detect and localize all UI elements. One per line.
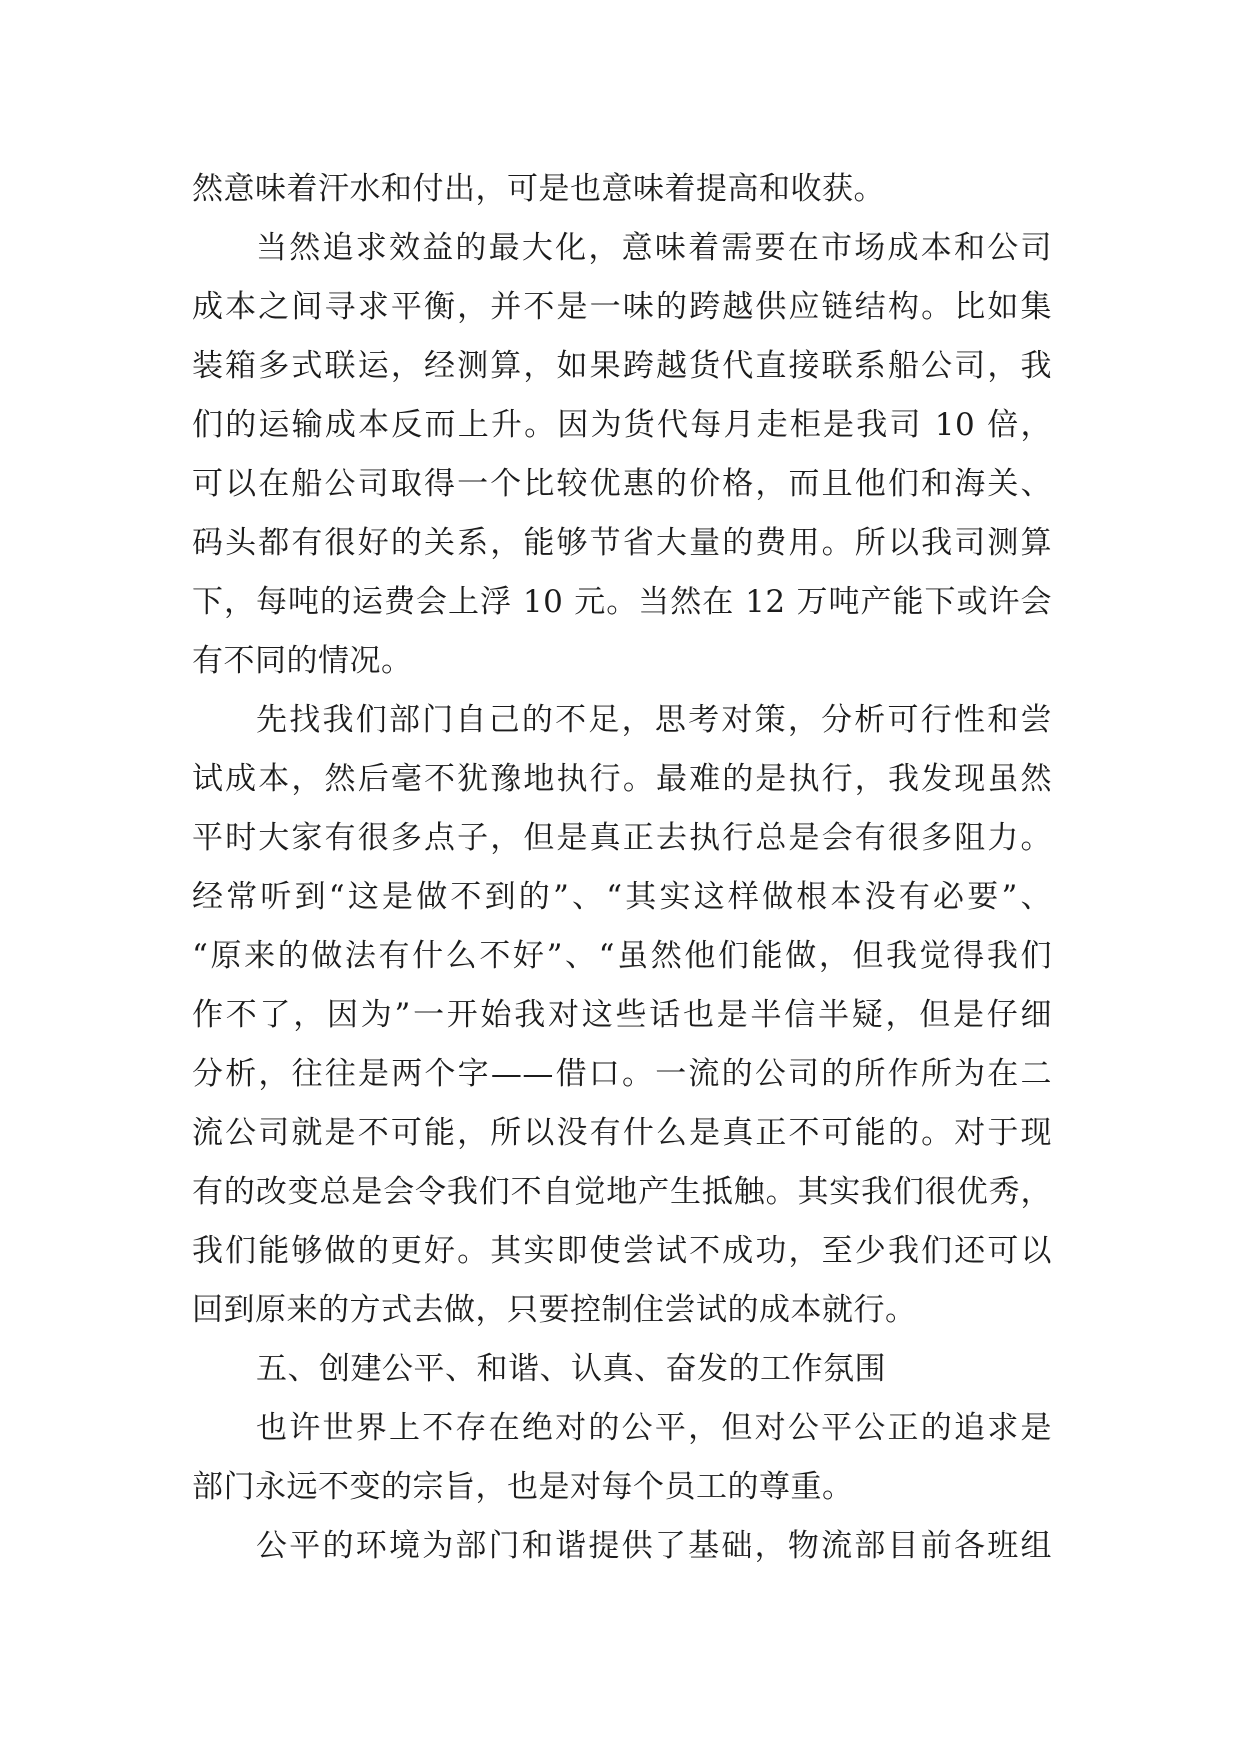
text-line: 们的运输成本反而上升。因为货代每月走柜是我司 10 倍， xyxy=(192,407,1052,443)
text-line: 先找我们部门自己的不足，思考对策，分析可行性和尝 xyxy=(256,702,1052,738)
text-line: 装箱多式联运，经测算，如果跨越货代直接联系船公司，我 xyxy=(192,348,1052,384)
text-line: 然意味着汗水和付出，可是也意味着提高和收获。 xyxy=(192,171,885,207)
text-line: 流公司就是不可能，所以没有什么是真正不可能的。对于现 xyxy=(192,1115,1052,1151)
text-line: 试成本，然后毫不犹豫地执行。最难的是执行，我发现虽然 xyxy=(192,761,1052,797)
text-line: 作不了，因为”一开始我对这些话也是半信半疑，但是仔细 xyxy=(192,997,1052,1033)
text-line: 部门永远不变的宗旨，也是对每个员工的尊重。 xyxy=(192,1469,854,1505)
body-text xyxy=(192,160,1052,1576)
text-line: 公平的环境为部门和谐提供了基础，物流部目前各班组 xyxy=(256,1528,1052,1564)
text-line: “原来的做法有什么不好”、“虽然他们能做，但我觉得我们 xyxy=(192,938,1052,974)
text-line: 分析，往往是两个字——借口。一流的公司的所作所为在二 xyxy=(192,1056,1052,1092)
text-line: 下，每吨的运费会上浮 10 元。当然在 12 万吨产能下或许会 xyxy=(192,584,1052,620)
text-line: 有的改变总是会令我们不自觉地产生抵触。其实我们很优秀， xyxy=(192,1174,1052,1210)
section-heading: 五、创建公平、和谐、认真、奋发的工作氛围 xyxy=(256,1351,886,1387)
text-line: 可以在船公司取得一个比较优惠的价格，而且他们和海关、 xyxy=(192,466,1052,502)
text-line: 也许世界上不存在绝对的公平，但对公平公正的追求是 xyxy=(256,1410,1052,1446)
text-line: 回到原来的方式去做，只要控制住尝试的成本就行。 xyxy=(192,1292,917,1328)
text-line: 当然追求效益的最大化，意味着需要在市场成本和公司 xyxy=(256,230,1052,266)
text-line: 我们能够做的更好。其实即使尝试不成功，至少我们还可以 xyxy=(192,1233,1052,1269)
text-line: 有不同的情况。 xyxy=(192,643,413,679)
text-line: 经常听到“这是做不到的”、“其实这样做根本没有必要”、 xyxy=(192,879,1052,915)
text-line: 平时大家有很多点子，但是真正去执行总是会有很多阻力。 xyxy=(192,820,1052,856)
text-line: 成本之间寻求平衡，并不是一味的跨越供应链结构。比如集 xyxy=(192,289,1052,325)
text-line: 码头都有很好的关系，能够节省大量的费用。所以我司测算 xyxy=(192,525,1052,561)
